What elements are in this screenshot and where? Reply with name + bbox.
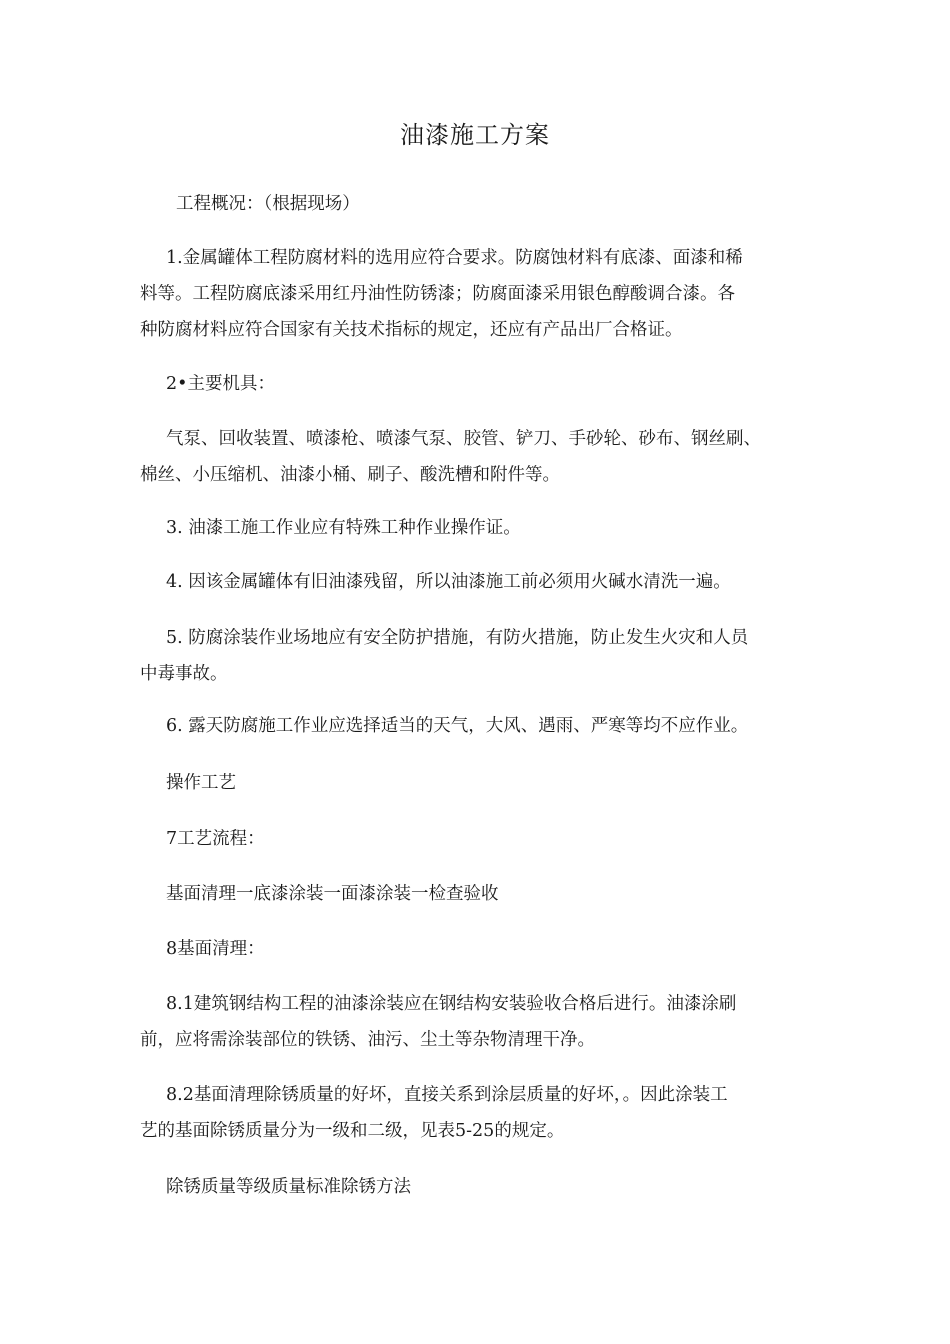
paragraph-item-7-heading <box>140 821 820 857</box>
paragraph-overview <box>140 186 820 222</box>
paragraph-line: 操作工艺 <box>166 773 236 793</box>
paragraph-line: 3. 油漆工施工作业应有特殊工种作业操作证。 <box>166 518 521 538</box>
paragraph-item-8-2 <box>140 1077 820 1149</box>
paragraph-line: 工程概况：（根据现场） <box>176 194 360 214</box>
paragraph-line: 8.2基面清理除锈质量的好坏，直接关系到涂层质量的好坏，。因此涂装工 <box>166 1085 728 1105</box>
paragraph-line: 4. 因该金属罐体有旧油漆残留，所以油漆施工前必须用火碱水清洗一遍。 <box>166 572 731 592</box>
table-caption-rust-removal <box>140 1169 820 1205</box>
paragraph-line: 6. 露天防腐施工作业应选择适当的天气，大风、遇雨、严寒等均不应作业。 <box>166 716 749 736</box>
paragraph-line: 基面清理一底漆涂装一面漆涂装一检查验收 <box>166 884 499 904</box>
paragraph-line: 8.1建筑钢结构工程的油漆涂装应在钢结构安装验收合格后进行。油漆涂刷 <box>166 994 737 1014</box>
paragraph-item-8-1 <box>140 986 820 1058</box>
document-title: 油漆施工方案 <box>400 121 550 149</box>
paragraph-item-6 <box>140 708 820 744</box>
paragraph-line: 除锈质量等级质量标准除锈方法 <box>166 1177 411 1197</box>
paragraph-line: 中毒事故。 <box>140 664 228 684</box>
paragraph-item-4 <box>140 564 820 600</box>
paragraph-line: 料等。工程防腐底漆采用红丹油性防锈漆；防腐面漆采用银色醇酸调合漆。各 <box>140 284 735 304</box>
paragraph-process-flow <box>140 876 820 912</box>
paragraph-line: 气泵、回收装置、喷漆枪、喷漆气泵、胶管、铲刀、手砂轮、砂布、钢丝刷、 <box>166 429 761 449</box>
paragraph-item-2-heading <box>140 366 820 402</box>
paragraph-line: 8基面清理： <box>166 939 265 959</box>
paragraph-line: 前，应将需涂装部位的铁锈、油污、尘土等杂物清理干净。 <box>140 1030 595 1050</box>
paragraph-line: 艺的基面除锈质量分为一级和二级，见表5-25的规定。 <box>140 1121 565 1141</box>
paragraph-line: 种防腐材料应符合国家有关技术指标的规定，还应有产品出厂合格证。 <box>140 320 683 340</box>
paragraph-item-1 <box>140 240 820 348</box>
paragraph-line: 1.金属罐体工程防腐材料的选用应符合要求。防腐蚀材料有底漆、面漆和稀 <box>166 248 743 268</box>
paragraph-line: 5. 防腐涂装作业场地应有安全防护措施，有防火措施，防止发生火灾和人员 <box>166 628 749 648</box>
paragraph-tools-list <box>140 421 820 493</box>
paragraph-item-5 <box>140 620 820 692</box>
paragraph-item-8-heading <box>140 931 820 967</box>
paragraph-item-3 <box>140 510 820 546</box>
section-heading-process <box>140 765 820 801</box>
paragraph-line: 7工艺流程： <box>166 829 265 849</box>
paragraph-line: 2•主要机具： <box>166 374 275 394</box>
paragraph-line: 棉丝、小压缩机、油漆小桶、刷子、酸洗槽和附件等。 <box>140 465 560 485</box>
